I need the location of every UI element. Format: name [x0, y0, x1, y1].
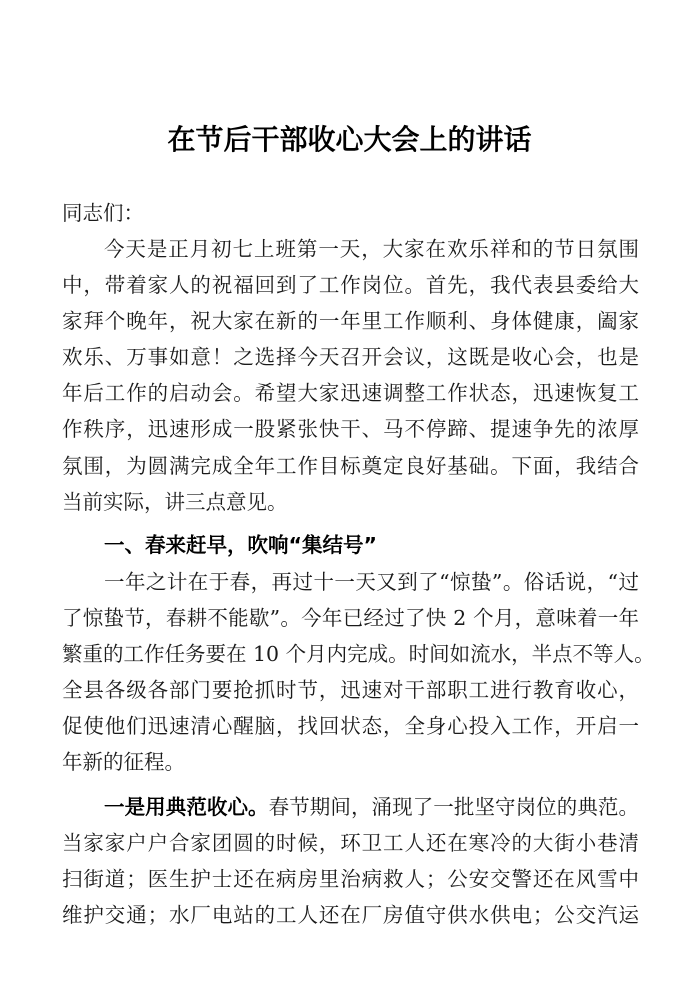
- paragraph-3-first-line-rest: 春节期间，涌现了一批坚守岗位的典范。: [268, 795, 639, 819]
- paragraph-3-line: 维护交通；水厂电站的工人还在厂房值守供水供电；公交汽运: [62, 903, 639, 927]
- paragraph-2-line: 年新的征程。: [62, 750, 185, 774]
- paragraph-2-line: 全县各级各部门要抢抓时节，迅速对干部职工进行教育收心，: [62, 678, 639, 702]
- paragraph-2-line: 了惊蛰节，春耕不能歇”。今年已经过了快 2 个月，意味着一年: [62, 606, 639, 630]
- paragraph-3-first-line: [104, 789, 639, 825]
- paragraph-1-line: 当前实际，讲三点意见。: [62, 490, 288, 514]
- paragraph-3-line: 扫街道；医生护士还在病房里治病救人；公安交警还在风雪中: [62, 867, 639, 891]
- paragraph-1-line: 欢乐、万事如意！之选择今天召开会议，这既是收心会，也是: [62, 345, 639, 369]
- section-heading-1: 一、春来赶早，吹响“集结号”: [104, 533, 377, 557]
- paragraph-1-line: 家拜个晚年，祝大家在新的一年里工作顺利、身体健康，阖家: [62, 309, 639, 333]
- paragraph-1-line: 年后工作的启动会。希望大家迅速调整工作状态，迅速恢复工: [62, 381, 639, 405]
- paragraph-1-line: 作秩序，迅速形成一股紧张快干、马不停蹄、提速争先的浓厚: [62, 417, 639, 441]
- paragraph-2-line: 促使他们迅速清心醒脑，找回状态，全身心投入工作，开启一: [62, 714, 639, 738]
- paragraph-1-line: 中，带着家人的祝福回到了工作岗位。首先，我代表县委给大: [62, 273, 639, 297]
- paragraph-2-line: 繁重的工作任务要在 10 个月内完成。时间如流水，半点不等人。: [62, 642, 655, 666]
- salutation: 同志们：: [62, 201, 144, 225]
- paragraph-2-line: 一年之计在于春，再过十一天又到了“惊蛰”。俗话说，“过: [104, 570, 639, 594]
- paragraph-1-line: 氛围，为圆满完成全年工作目标奠定良好基础。下面，我结合: [62, 454, 639, 478]
- paragraph-3-lead: 一是用典范收心。: [104, 795, 269, 819]
- paragraph-1-line: 今天是正月初七上班第一天，大家在欢乐祥和的节日氛围: [104, 237, 639, 261]
- document-title: 在节后干部收心大会上的讲话: [167, 123, 532, 156]
- paragraph-3-line: 当家家户户合家团圆的时候，环卫工人还在寒冷的大街小巷清: [62, 831, 639, 855]
